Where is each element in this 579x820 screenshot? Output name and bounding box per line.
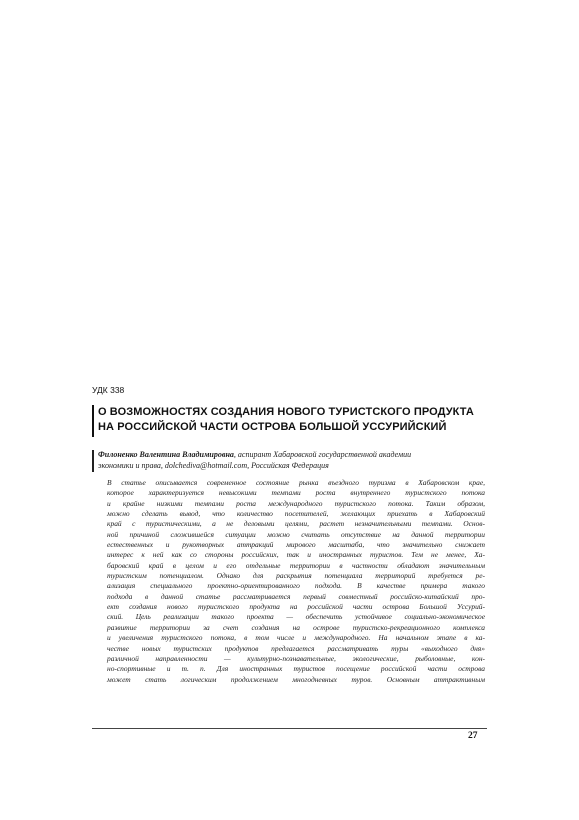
abstract-line: может стать логическим продолжением многодневных туров. Основным аттрактивным — [107, 674, 485, 684]
abstract-line: ский. Цель реализации такого проекта — обеспечить устойчивое социально-экономическое — [107, 612, 485, 622]
page-number: 27 — [468, 731, 478, 741]
abstract-line: баровский край в целом и его отдельные территории в частности обладают значительным — [107, 560, 485, 570]
author-line — [98, 449, 492, 460]
author-name: Филоненко Валентина Владимировна — [98, 450, 234, 459]
author-block — [92, 449, 492, 471]
article-title — [98, 405, 492, 435]
abstract-line: ализация специального проектно-ориентированного подхода. В качестве примера такого — [107, 581, 485, 591]
footer-divider — [92, 728, 487, 729]
author-contact-line: экономики и права, dolchediva@hotmail.com, Российская Федерация — [98, 461, 329, 470]
author-affiliation: , аспирант Хабаровской государственной академии — [233, 450, 412, 459]
author-info — [98, 449, 492, 471]
title-accent-bar — [92, 405, 94, 437]
abstract-line: развитие территории за счет создания на острове туристско-рекреационного комплекса — [107, 622, 485, 632]
abstract-line: В статье описывается современное состояние рынка въездного туризма в Хабаровском крае, — [107, 478, 485, 487]
abstract-line: и увеличения туристского потока, в том числе и международного. На начальном этапе в ка- — [107, 633, 485, 643]
abstract-line: и крайне низкими темпами роста международного туристского потока. Таким образом, — [107, 498, 485, 508]
article-title-block — [92, 405, 492, 435]
abstract-line: но-спортивные и т. п. Для иностранных туристов посещение российской части острова — [107, 664, 485, 674]
abstract-line: ект создания нового туристского продукта на российской части острова Большой Уссурий- — [107, 602, 485, 612]
title-line: О ВОЗМОЖНОСТЯХ СОЗДАНИЯ НОВОГО ТУРИСТСКОГО ПРОДУКТА — [98, 406, 474, 418]
udk-code: УДК 338 — [92, 385, 125, 395]
abstract-line: честве новых туристских продуктов предлагается рассматривать туры «выходного дня» — [107, 643, 485, 653]
abstract-line: ной причиной сложившейся ситуации можно считать отсутствие на данной территории — [107, 529, 485, 539]
abstract-line: различной направленности — культурно-познавательные, экологические, рыболовные, кон- — [107, 653, 485, 663]
abstract-line: интерес к ней как со стороны российских, так и иностранных туристов. Тем не менее, Ха- — [107, 550, 485, 560]
abstract-line: подхода в данной статье рассматривается первый совместный российско-китайский про- — [107, 591, 485, 601]
abstract-line: туристским потенциалом. Однако для раскрытия потенциала территорий требуется ре- — [107, 571, 485, 581]
author-accent-bar — [92, 450, 94, 472]
abstract-line: можно сделать вывод, что количество посетителей, желающих приехать в Хабаровский — [107, 509, 485, 519]
abstract-line: край с туристическими, а не деловыми целями, растет незначительными темпами. Основ- — [107, 519, 485, 529]
title-line: НА РОССИЙСКОЙ ЧАСТИ ОСТРОВА БОЛЬШОЙ УССУРИЙСКИЙ — [98, 421, 447, 433]
abstract-line: естественных и рукотворных аттракций мирового масштаба, что значительно снижает — [107, 540, 485, 550]
abstract-line: которое характеризуется невысокими темпами роста внутреннего туристского потока — [107, 488, 485, 498]
abstract — [107, 478, 485, 685]
